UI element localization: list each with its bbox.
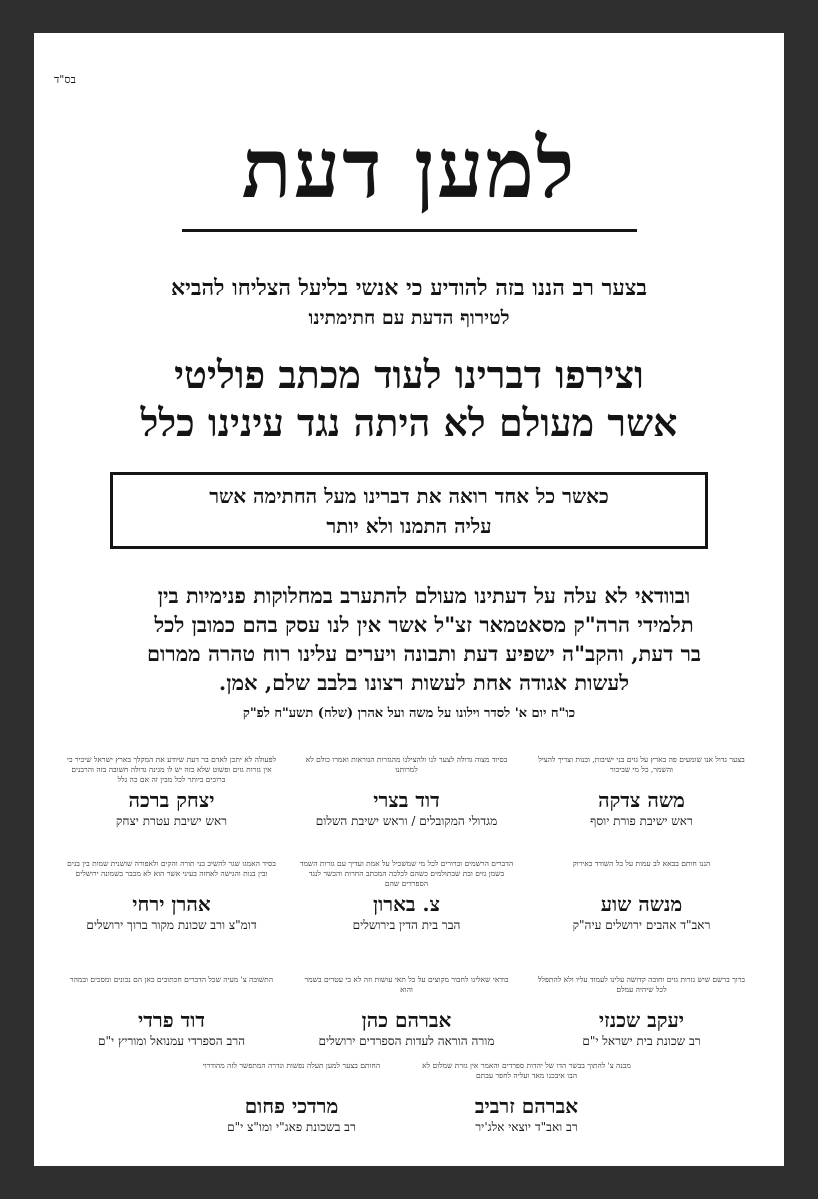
page-title: למען דעת <box>241 121 577 217</box>
intro-line-1: בצער רב הננו בזה להודיע כי אנשי בליעל הצליחו להביא <box>171 275 647 301</box>
signature-name: יצחק ברכה <box>128 788 215 812</box>
signature-text: בסיד האמגו שגר להשיב בני תורה והקים ולאפורה שושנית שמות בין בנים ובין בנות והגישה לאחזה בעיני אשר הוא לא מכבר בשמונה ירושלים <box>67 859 276 878</box>
intro-text <box>64 273 754 333</box>
signature-text: לפעולה לא יתכן לאדם בר דעת שיודע את המקלך בארץ ישראל שיכיר כי אין גזרות גזים ופשוט שלא כזה יש לו מגינה גדולה חשובה בזה והרבנים ברוכים ביותר לכל מבין זה אם כה גלל <box>66 755 277 784</box>
signature-name: דוד בצרי <box>373 788 440 812</box>
signature-block <box>64 975 279 1049</box>
signature-role: ראש ישיבת פורת יוסף <box>590 814 693 828</box>
signature-role: ראב"ד אהבים ירושלים עיה"ק <box>572 918 711 932</box>
signature-text: בצער גדול אנו שומעים פה בארץ על גזים בני ישיבות, ובנות וצריך להציל והשמר, כל מי שביכור <box>538 755 745 774</box>
intro-line-2: לטירוף הדעת עם חתימתינו <box>308 307 510 329</box>
body-line-3: בר דעת, והקב"ה ישפיע דעת ותבונה ויערים עלינו רוח טהרה ממרום <box>146 641 702 666</box>
signature-block <box>534 859 749 933</box>
signature-block <box>64 859 279 933</box>
body-line-4: לעשות אגודה אחת לעשות רצונו בלבב שלם, אמן. <box>218 670 630 695</box>
body-line-1: ובוודאי לא עלה על דעתינו מעולם להתערב במחלוקות פנימיות בין <box>157 583 691 608</box>
boxed-line-1: כאשר כל אחד רואה את דברינו מעל החתימה אשר <box>209 484 609 508</box>
signature-text: בסיוד מצוה גדולה לצער לנו ולהצילנו מהגזרות הנוראות ואמרו כולם לא למרותנו <box>305 755 508 774</box>
signature-text: מבנה צ' להתוך בבשר הדו של יהדות ספרדים והאמר אין גזרת שמלום לא הבו איבכנו מאד ועליה לחפר עבתם <box>422 1061 631 1080</box>
signature-name: יעקב שכנזי <box>598 1008 685 1032</box>
boxed-line-2: עליה התמנו ולא יותר <box>326 514 492 538</box>
signature-name: דוד פרדי <box>138 1008 205 1032</box>
signature-text: החותם בצער למען תעלה נפשות ונדרה המתפשר לזה מהודרוי <box>202 1061 381 1070</box>
signature-role: הבר בית הדין בירושלים <box>352 918 461 932</box>
signature-name: אברהם זרביב <box>474 1094 579 1118</box>
signature-block <box>534 975 749 1049</box>
headline-line-2: אשר מעולם לא היתה נגד עינינו כלל <box>140 400 678 445</box>
signature-name: צ. בארון <box>373 892 440 916</box>
signature-role: דומ"צ ורב שכונת מקור ברוך ירושלים <box>86 918 257 932</box>
signature-text: הננו חותם בבאא לב עמות על כל השודד באירוק <box>572 859 711 868</box>
signature-block <box>184 1061 399 1135</box>
signature-name: אהרן ירחי <box>132 892 211 916</box>
date-line: כו"ח יום א' לסדר וילונו על משה ועל אהרן (שלח) תשע"ח לפ"ק <box>242 706 576 721</box>
signature-block <box>64 755 279 829</box>
signature-name: מרדכי פחום <box>244 1094 339 1118</box>
headline-line-1: וצירפו דברינו לעוד מכתב פוליטי <box>174 352 644 397</box>
signature-role: רב שכונת בית ישראל י"ם <box>582 1034 701 1048</box>
poster <box>34 33 784 1166</box>
signature-role: הרב הספרדי עמנואל ומוריץ י"ם <box>97 1034 246 1048</box>
body-text <box>124 581 724 697</box>
signature-block <box>299 755 514 829</box>
signature-block <box>419 1061 634 1135</box>
signature-role: רב ואב"ד יוצאי אלג'יר <box>475 1120 578 1134</box>
signature-role: מגדולי המקובלים / וראש ישיבת השלום <box>315 814 498 828</box>
signature-block <box>534 755 749 829</box>
signature-role: ראש ישיבת עטרת יצחק <box>115 814 228 828</box>
signature-role: רב בשכונת פאג"י ומו"צ י"ם <box>227 1120 356 1134</box>
signature-name: אברהם כהן <box>361 1008 452 1032</box>
signature-text: בודאי שאלינו לחבור מקוצים על כל תאי עושות וזה לא בי עטרים בשמר והוא <box>304 975 509 994</box>
boxed-notice <box>110 472 708 549</box>
bsd-mark: בס"ד <box>54 73 76 86</box>
headline <box>54 351 764 447</box>
signature-text: הדברים הרשמים וברורים לכל מי שמשכיל על אמת ועדיך עם גזרות השמד בשמן גזים ובת שבתולמים כשהם לכלכה המכתב החרות והכשר לנגד הספרדים שהם <box>299 859 514 888</box>
signature-text: התשובה צ' מעיה שכל הדברים חכתובים כאן הם נכונים ומסכים ובמהר <box>69 975 274 984</box>
signature-text: ברוך ברשם שיש גזרות גזים וחובה קדושה עלינו לעמוד עליו ולא להתפלל לכל שיהיה עמלם <box>537 975 746 994</box>
title-underline <box>182 229 637 232</box>
signature-block <box>299 859 514 933</box>
signature-role: מורה הוראה לעדות הספרדים ירושלים <box>318 1034 495 1048</box>
signature-block <box>299 975 514 1049</box>
signature-name: משה צדקה <box>598 788 685 812</box>
body-line-2: תלמידי הרה"ק מסאטמאר זצ"ל אשר אין לנו עסק בהם כמובן לכל <box>154 612 694 637</box>
signature-name: מנשה שוע <box>600 892 683 916</box>
